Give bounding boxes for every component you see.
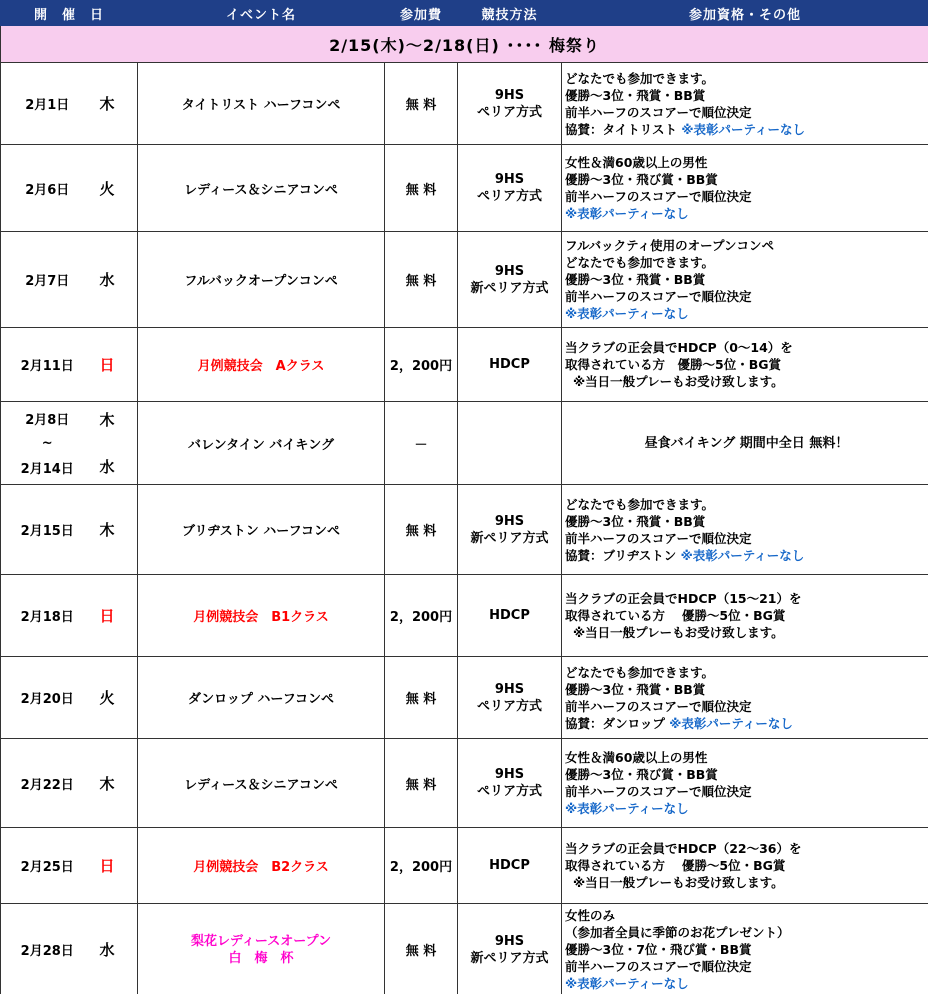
event-name: レディース＆シニアコンペ — [138, 145, 385, 232]
notes-line: 女性＆満60歳以上の男性 — [565, 155, 708, 170]
table-row — [1, 828, 928, 904]
method-line: 新ペリア方式 — [470, 280, 549, 296]
sponsor-text: 協賛：ブリヂストン — [565, 547, 681, 563]
notes-line: 優勝～3位・7位・飛び賞・BB賞 — [565, 942, 752, 957]
weekday-end: 水 — [99, 458, 115, 476]
notes-line: 前半ハーフのスコアーで順位決定 — [565, 289, 752, 304]
event-fee: 無 料 — [385, 145, 458, 232]
method-line: ペリア方式 — [477, 784, 543, 799]
event-method — [458, 485, 562, 575]
method-line: 9HS — [494, 87, 525, 103]
event-name-line: 梨花レディースオープン — [190, 933, 332, 949]
event-method — [458, 402, 562, 485]
notes-line: 優勝～3位・飛賞・BB賞 — [565, 272, 706, 287]
table-row — [1, 657, 928, 739]
event-notes — [562, 575, 928, 657]
no-party-note: ※表彰パーティーなし — [669, 715, 793, 731]
event-weekday: 水 — [94, 904, 138, 994]
event-method: HDCP — [458, 828, 562, 904]
festival-banner: 2/15(木)～2/18(日) ････ 梅祭り — [1, 26, 928, 63]
event-method — [458, 739, 562, 828]
event-name: ブリヂストン ハーフコンペ — [138, 485, 385, 575]
notes-line: 優勝～3位・飛賞・BB賞 — [565, 681, 706, 697]
notes-line: （参加者全員に季節のお花プレゼント） — [565, 925, 790, 940]
notes-line: ※当日一般プレーもお受け致します。 — [573, 625, 784, 640]
event-date-range — [1, 402, 94, 485]
no-party-note: ※表彰パーティーなし — [680, 547, 805, 563]
notes-line: 前半ハーフのスコアーで順位決定 — [565, 104, 752, 120]
notes-line: 優勝～3位・飛び賞・BB賞 — [565, 172, 718, 187]
header-row — [1, 1, 928, 26]
event-notes — [562, 904, 928, 994]
event-notes — [562, 63, 928, 145]
event-date: 2月15日 — [1, 485, 94, 575]
notes-line: 前半ハーフのスコアーで順位決定 — [565, 959, 752, 974]
header-event: イベント名 — [138, 1, 385, 26]
event-date: 2月18日 — [1, 575, 94, 657]
event-fee: 無 料 — [385, 63, 458, 145]
event-weekday: 火 — [94, 145, 138, 232]
header-date: 開 催 日 — [1, 1, 138, 26]
event-method — [458, 232, 562, 328]
event-method — [458, 145, 562, 232]
notes-line: 前半ハーフのスコアーで順位決定 — [565, 698, 752, 714]
event-notes: 昼食バイキング 期間中全日 無料！ — [562, 402, 928, 485]
header-method: 競技方法 — [458, 1, 562, 26]
table-row — [1, 63, 928, 145]
date-end: 2月14日 — [20, 462, 74, 477]
event-name: レディース＆シニアコンペ — [138, 739, 385, 828]
notes-line: 女性＆満60歳以上の男性 — [565, 750, 708, 765]
notes-line — [565, 547, 928, 564]
event-method — [458, 63, 562, 145]
notes-line: ※当日一般プレーもお受け致します。 — [573, 374, 784, 389]
table-row — [1, 328, 928, 402]
event-weekday: 日 — [94, 328, 138, 402]
event-name: タイトリスト ハーフコンペ — [138, 63, 385, 145]
event-fee: － — [385, 402, 458, 485]
table-row — [1, 402, 928, 485]
event-date: 2月28日 — [1, 904, 94, 994]
event-name: 月例競技会 B2クラス — [138, 828, 385, 904]
notes-line — [565, 715, 928, 732]
event-name — [138, 904, 385, 994]
method-line: 新ペリア方式 — [470, 530, 549, 546]
event-fee: 2，200円 — [385, 328, 458, 402]
notes-line: 前半ハーフのスコアーで順位決定 — [565, 784, 752, 799]
event-weekday: 日 — [94, 575, 138, 657]
method-line: 新ペリア方式 — [470, 950, 549, 966]
event-notes — [562, 232, 928, 328]
event-date: 2月20日 — [1, 657, 94, 739]
event-date: 2月1日 — [1, 63, 94, 145]
header-notes: 参加資格・その他 — [562, 1, 928, 26]
notes-line: 女性のみ — [565, 908, 616, 923]
notes-line: 当クラブの正会員でHDCP（22～36）を — [565, 841, 802, 856]
method-line: 9HS — [494, 513, 525, 529]
no-party-note: ※表彰パーティーなし — [565, 801, 689, 816]
table-row — [1, 575, 928, 657]
notes-line: どなたでも参加できます。 — [565, 255, 715, 270]
notes-line: どなたでも参加できます。 — [565, 664, 715, 680]
notes-line: どなたでも参加できます。 — [565, 70, 715, 86]
event-date: 2月6日 — [1, 145, 94, 232]
event-weekday: 日 — [94, 828, 138, 904]
table-row — [1, 145, 928, 232]
table-row — [1, 739, 928, 828]
header-fee: 参加費 — [385, 1, 458, 26]
no-party-note: ※表彰パーティーなし — [565, 206, 689, 221]
notes-line: 取得されている方 優勝～5位・BG賞 — [565, 858, 786, 873]
notes-line: 優勝～3位・飛び賞・BB賞 — [565, 767, 718, 782]
event-fee: 無 料 — [385, 739, 458, 828]
festival-banner-row — [1, 26, 928, 63]
event-fee: 無 料 — [385, 485, 458, 575]
table-row — [1, 232, 928, 328]
notes-line: どなたでも参加できます。 — [565, 496, 715, 512]
notes-line: ※当日一般プレーもお受け致します。 — [573, 875, 784, 890]
event-fee: 無 料 — [385, 904, 458, 994]
event-fee: 2，200円 — [385, 575, 458, 657]
method-line: ペリア方式 — [477, 189, 543, 204]
event-name: 月例競技会 B1クラス — [138, 575, 385, 657]
event-notes — [562, 328, 928, 402]
sponsor-text: 協賛：タイトリスト — [565, 121, 682, 137]
event-notes — [562, 657, 928, 739]
event-name: フルバックオープンコンペ — [138, 232, 385, 328]
event-weekday: 木 — [94, 63, 138, 145]
notes-line — [565, 121, 928, 138]
event-date: 2月25日 — [1, 828, 94, 904]
event-notes — [562, 828, 928, 904]
event-weekday: 火 — [94, 657, 138, 739]
event-notes — [562, 485, 928, 575]
weekday-start: 木 — [99, 411, 115, 429]
event-name: バレンタイン バイキング — [138, 402, 385, 485]
event-fee: 無 料 — [385, 232, 458, 328]
event-notes — [562, 145, 928, 232]
event-name: ダンロップ ハーフコンペ — [138, 657, 385, 739]
method-line: 9HS — [494, 172, 525, 187]
notes-line: 当クラブの正会員でHDCP（0～14）を — [565, 340, 793, 355]
date-separator: ~ — [41, 435, 53, 451]
method-line: ペリア方式 — [477, 698, 543, 714]
notes-line: 優勝～3位・飛賞・BB賞 — [565, 513, 706, 529]
event-weekday: 木 — [94, 739, 138, 828]
method-line: 9HS — [494, 933, 525, 949]
table-row — [1, 904, 928, 994]
event-notes — [562, 739, 928, 828]
no-party-note: ※表彰パーティーなし — [565, 976, 689, 991]
event-fee: 2，200円 — [385, 828, 458, 904]
no-party-note: ※表彰パーティーなし — [565, 306, 689, 321]
table-row — [1, 485, 928, 575]
notes-line: 前半ハーフのスコアーで順位決定 — [565, 530, 752, 546]
event-fee: 無 料 — [385, 657, 458, 739]
no-party-note: ※表彰パーティーなし — [681, 121, 806, 137]
notes-line: フルバックティ使用のオープンコンペ — [565, 238, 775, 253]
method-line: 9HS — [494, 263, 525, 279]
event-date: 2月7日 — [1, 232, 94, 328]
method-line: ペリア方式 — [477, 104, 543, 120]
sponsor-text: 協賛：ダンロップ — [565, 715, 670, 731]
event-date: 2月22日 — [1, 739, 94, 828]
event-method — [458, 657, 562, 739]
event-name-line: 白 梅 杯 — [228, 950, 294, 966]
method-line: 9HS — [494, 681, 525, 697]
notes-line: 取得されている方 優勝～5位・BG賞 — [565, 608, 786, 623]
event-weekday-range — [94, 402, 138, 485]
notes-line: 当クラブの正会員でHDCP（15～21）を — [565, 591, 802, 606]
event-name: 月例競技会 Aクラス — [138, 328, 385, 402]
event-method — [458, 904, 562, 994]
event-date: 2月11日 — [1, 328, 94, 402]
notes-line: 優勝～3位・飛賞・BB賞 — [565, 87, 706, 103]
date-start: 2月8日 — [25, 413, 70, 428]
event-weekday: 水 — [94, 232, 138, 328]
event-method: HDCP — [458, 575, 562, 657]
event-weekday: 木 — [94, 485, 138, 575]
event-method: HDCP — [458, 328, 562, 402]
notes-line: 取得されている方 優勝～5位・BG賞 — [565, 357, 782, 372]
method-line: 9HS — [494, 767, 525, 782]
notes-line: 前半ハーフのスコアーで順位決定 — [565, 189, 752, 204]
